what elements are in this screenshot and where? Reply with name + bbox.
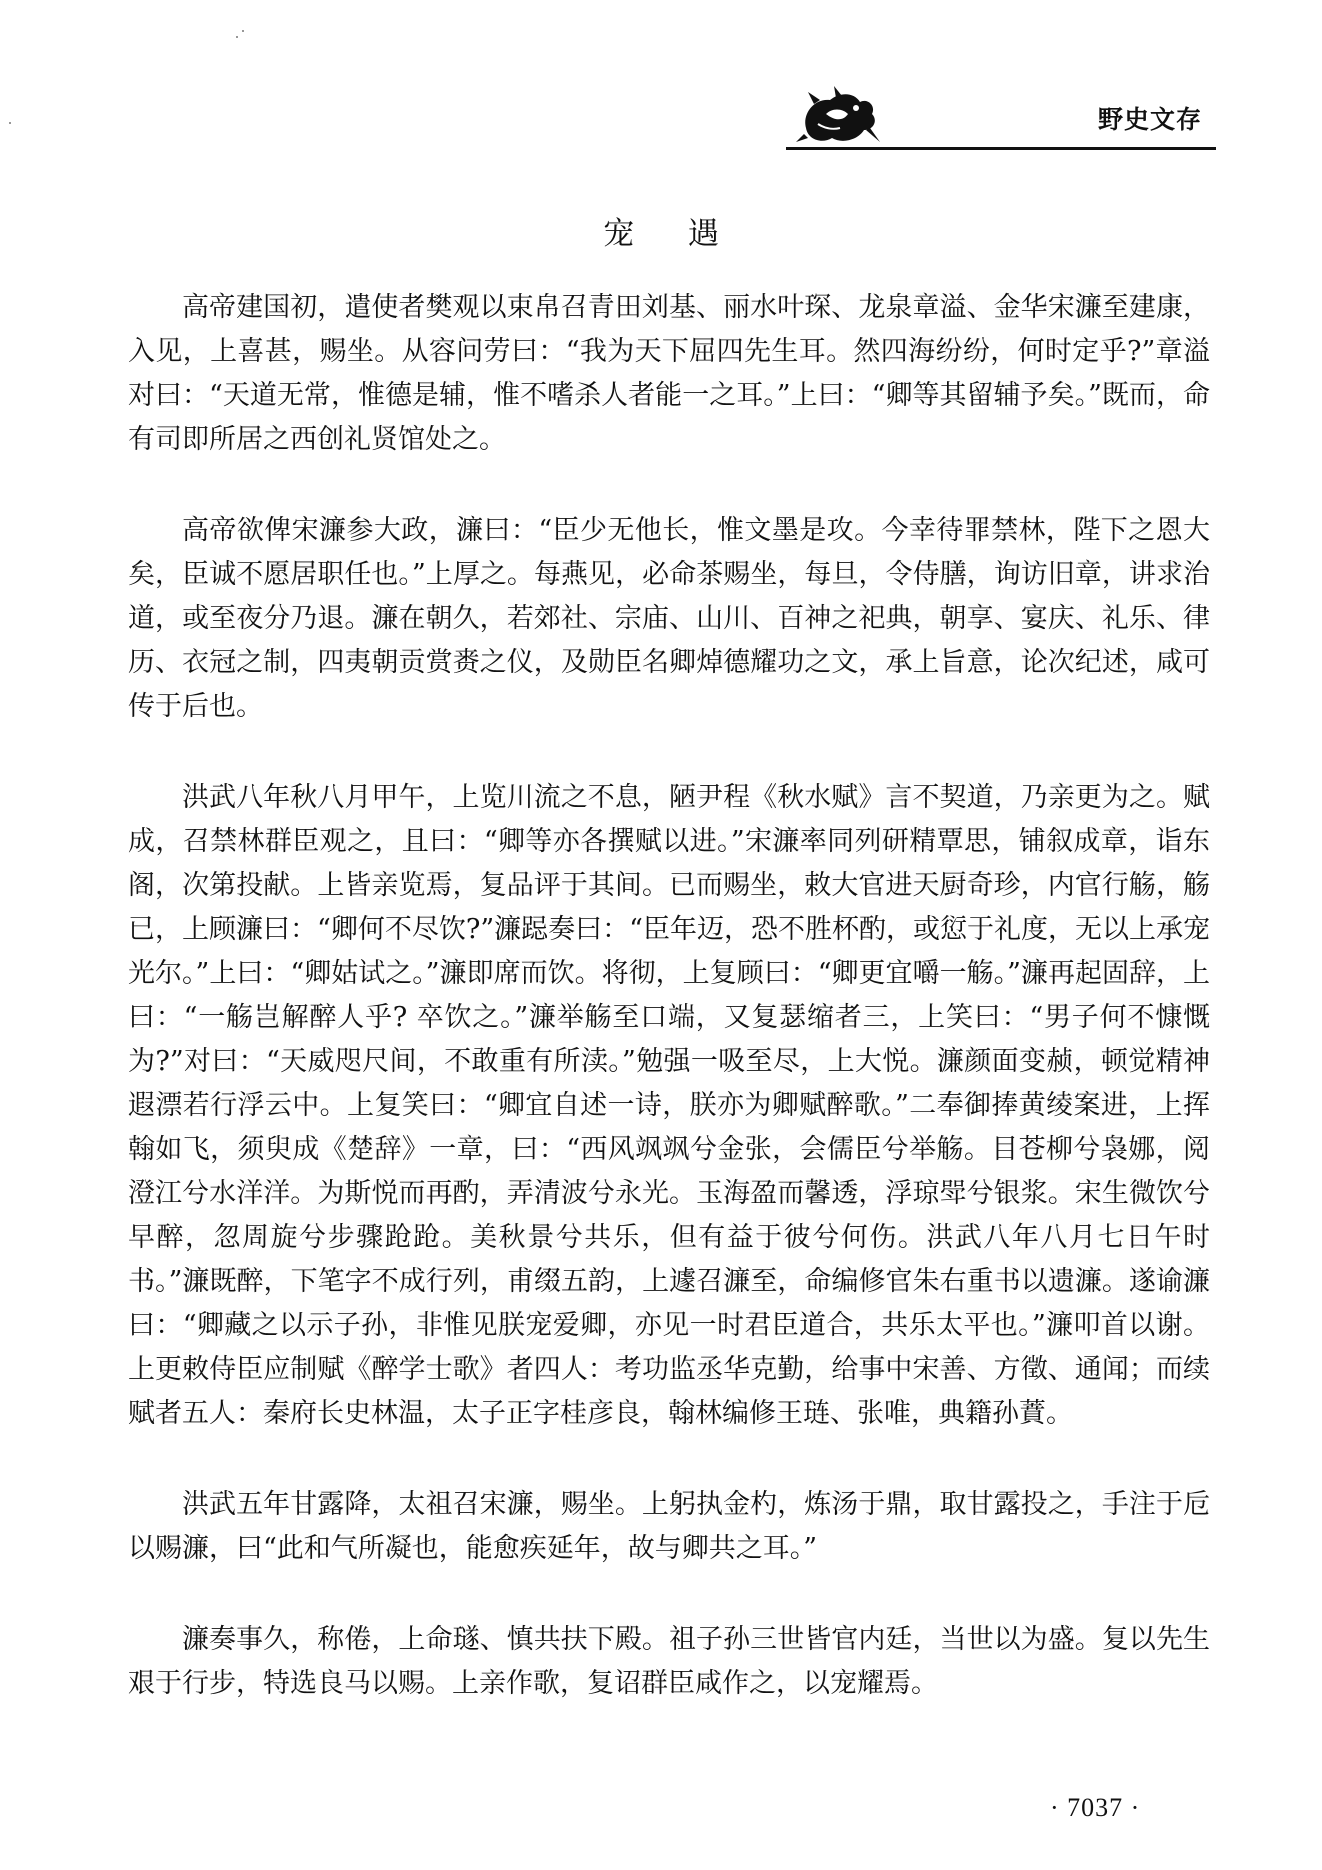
paragraph: 洪武八年秋八月甲午，上览川流之不息，陋尹程《秋水赋》言不契道，乃亲更为之。赋成，召禁林群臣观之，且曰：“卿等亦各撰赋以进。”宋濂率同列研精覃思，铺叙成章，诣东阁，次第投献。上皆亲览焉，复品评于其间。已而赐坐，敕大官进天厨奇珍，内官行觞，觞已，上顾濂曰：“卿何不尽饮?”濂跽奏曰：“臣年迈，恐不胜杯酌，或愆于礼度，无以上承宠光尔。”上曰：“卿姑试之。”濂即席而饮。将彻，上复顾曰：“卿更宜嚼一觞。”濂再起固辞，上曰：“一觞岂解醉人乎? 卒饮之。”濂举觞至口端，又复瑟缩者三，上笑曰：“男子何不慷慨为?”对曰：“天威咫尺间，不敢重有所渎。”勉强一吸至尽，上大悦。濂颜面变赪，顿觉精神遐漂若行浮云中。上复笑曰：“卿宜自述一诗，朕亦为卿赋醉歌。”二奉御捧黄绫案进，上挥翰如飞，须臾成《楚辞》一章，曰：“西风飒飒兮金张，会儒臣兮举觞。目苍柳兮袅娜，阅澄江兮水洋洋。为斯悦而再酌，弄清波兮永光。玉海盈而馨透，浮琼斝兮银浆。宋生微饮兮早醉，忽周旋兮步骤跄跄。美秋景兮共乐，但有益于彼兮何伤。洪武八年八月七日午时书。”濂既醉，下笔字不成行列，甫缀五韵，上遽召濂至，命编修官朱右重书以遗濂。遂谕濂曰：“卿藏之以示子孙，非惟见朕宠爱卿，亦见一时君臣道合，共乐太平也。”濂叩首以谢。上更敕侍臣应制赋《醉学士歌》者四人：考功监丞华克勤，给事中宋善、方徵、通闻；而续赋者五人：秦府长史林温，太子正字桂彦良，翰林编修王琏、张唯，典籍孙蕡。 [128, 782, 1210, 1429]
scan-speck [236, 36, 238, 38]
paragraph: 高帝建国初，遣使者樊观以束帛召青田刘基、丽水叶琛、龙泉章溢、金华宋濂至建康，入见，上喜甚，赐坐。从容问劳曰：“我为天下屈四先生耳。然四海纷纷，何时定乎?”章溢对曰：“天道无常，惟德是辅，惟不嗜杀人者能一之耳。”上曰：“卿等其留辅予矣。”既而，命有司即所居之西创礼贤馆处之。 [128, 292, 1210, 455]
running-header [786, 78, 1216, 150]
dragon-icon [796, 84, 882, 148]
body-text [128, 286, 1210, 1753]
paragraph: 高帝欲俾宋濂参大政，濂曰：“臣少无他长，惟文墨是攻。今幸待罪禁林，陛下之恩大矣，臣诚不愿居职任也。”上厚之。每燕见，必命茶赐坐，每旦，令侍膳，询访旧章，讲求治道，或至夜分乃退。濂在朝久，若郊社、宗庙、山川、百神之祀典，朝享、宴庆、礼乐、律历、衣冠之制，四夷朝贡赏赉之仪，及勋臣名卿焯德耀功之文，承上旨意，论次纪述，咸可传于后也。 [128, 515, 1210, 722]
scan-speck [242, 30, 244, 32]
header-rule [786, 147, 1216, 150]
paragraph: 洪武五年甘露降，太祖召宋濂，赐坐。上躬执金杓，炼汤于鼎，取甘露投之，手注于卮以赐濂，曰“此和气所凝也，能愈疾延年，故与卿共之耳。” [128, 1489, 1210, 1564]
paragraph: 濂奏事久，称倦，上命璲、慎共扶下殿。祖子孙三世皆官内廷，当世以为盛。复以先生艰于行步，特选良马以赐。上亲作歌，复诏群臣咸作之，以宠耀焉。 [128, 1624, 1210, 1699]
header-title: 野史文存 [1097, 105, 1202, 134]
page-number: · 7037 · [1050, 1793, 1141, 1822]
scan-speck [9, 122, 11, 124]
page-title: 宠 遇 [603, 216, 741, 252]
